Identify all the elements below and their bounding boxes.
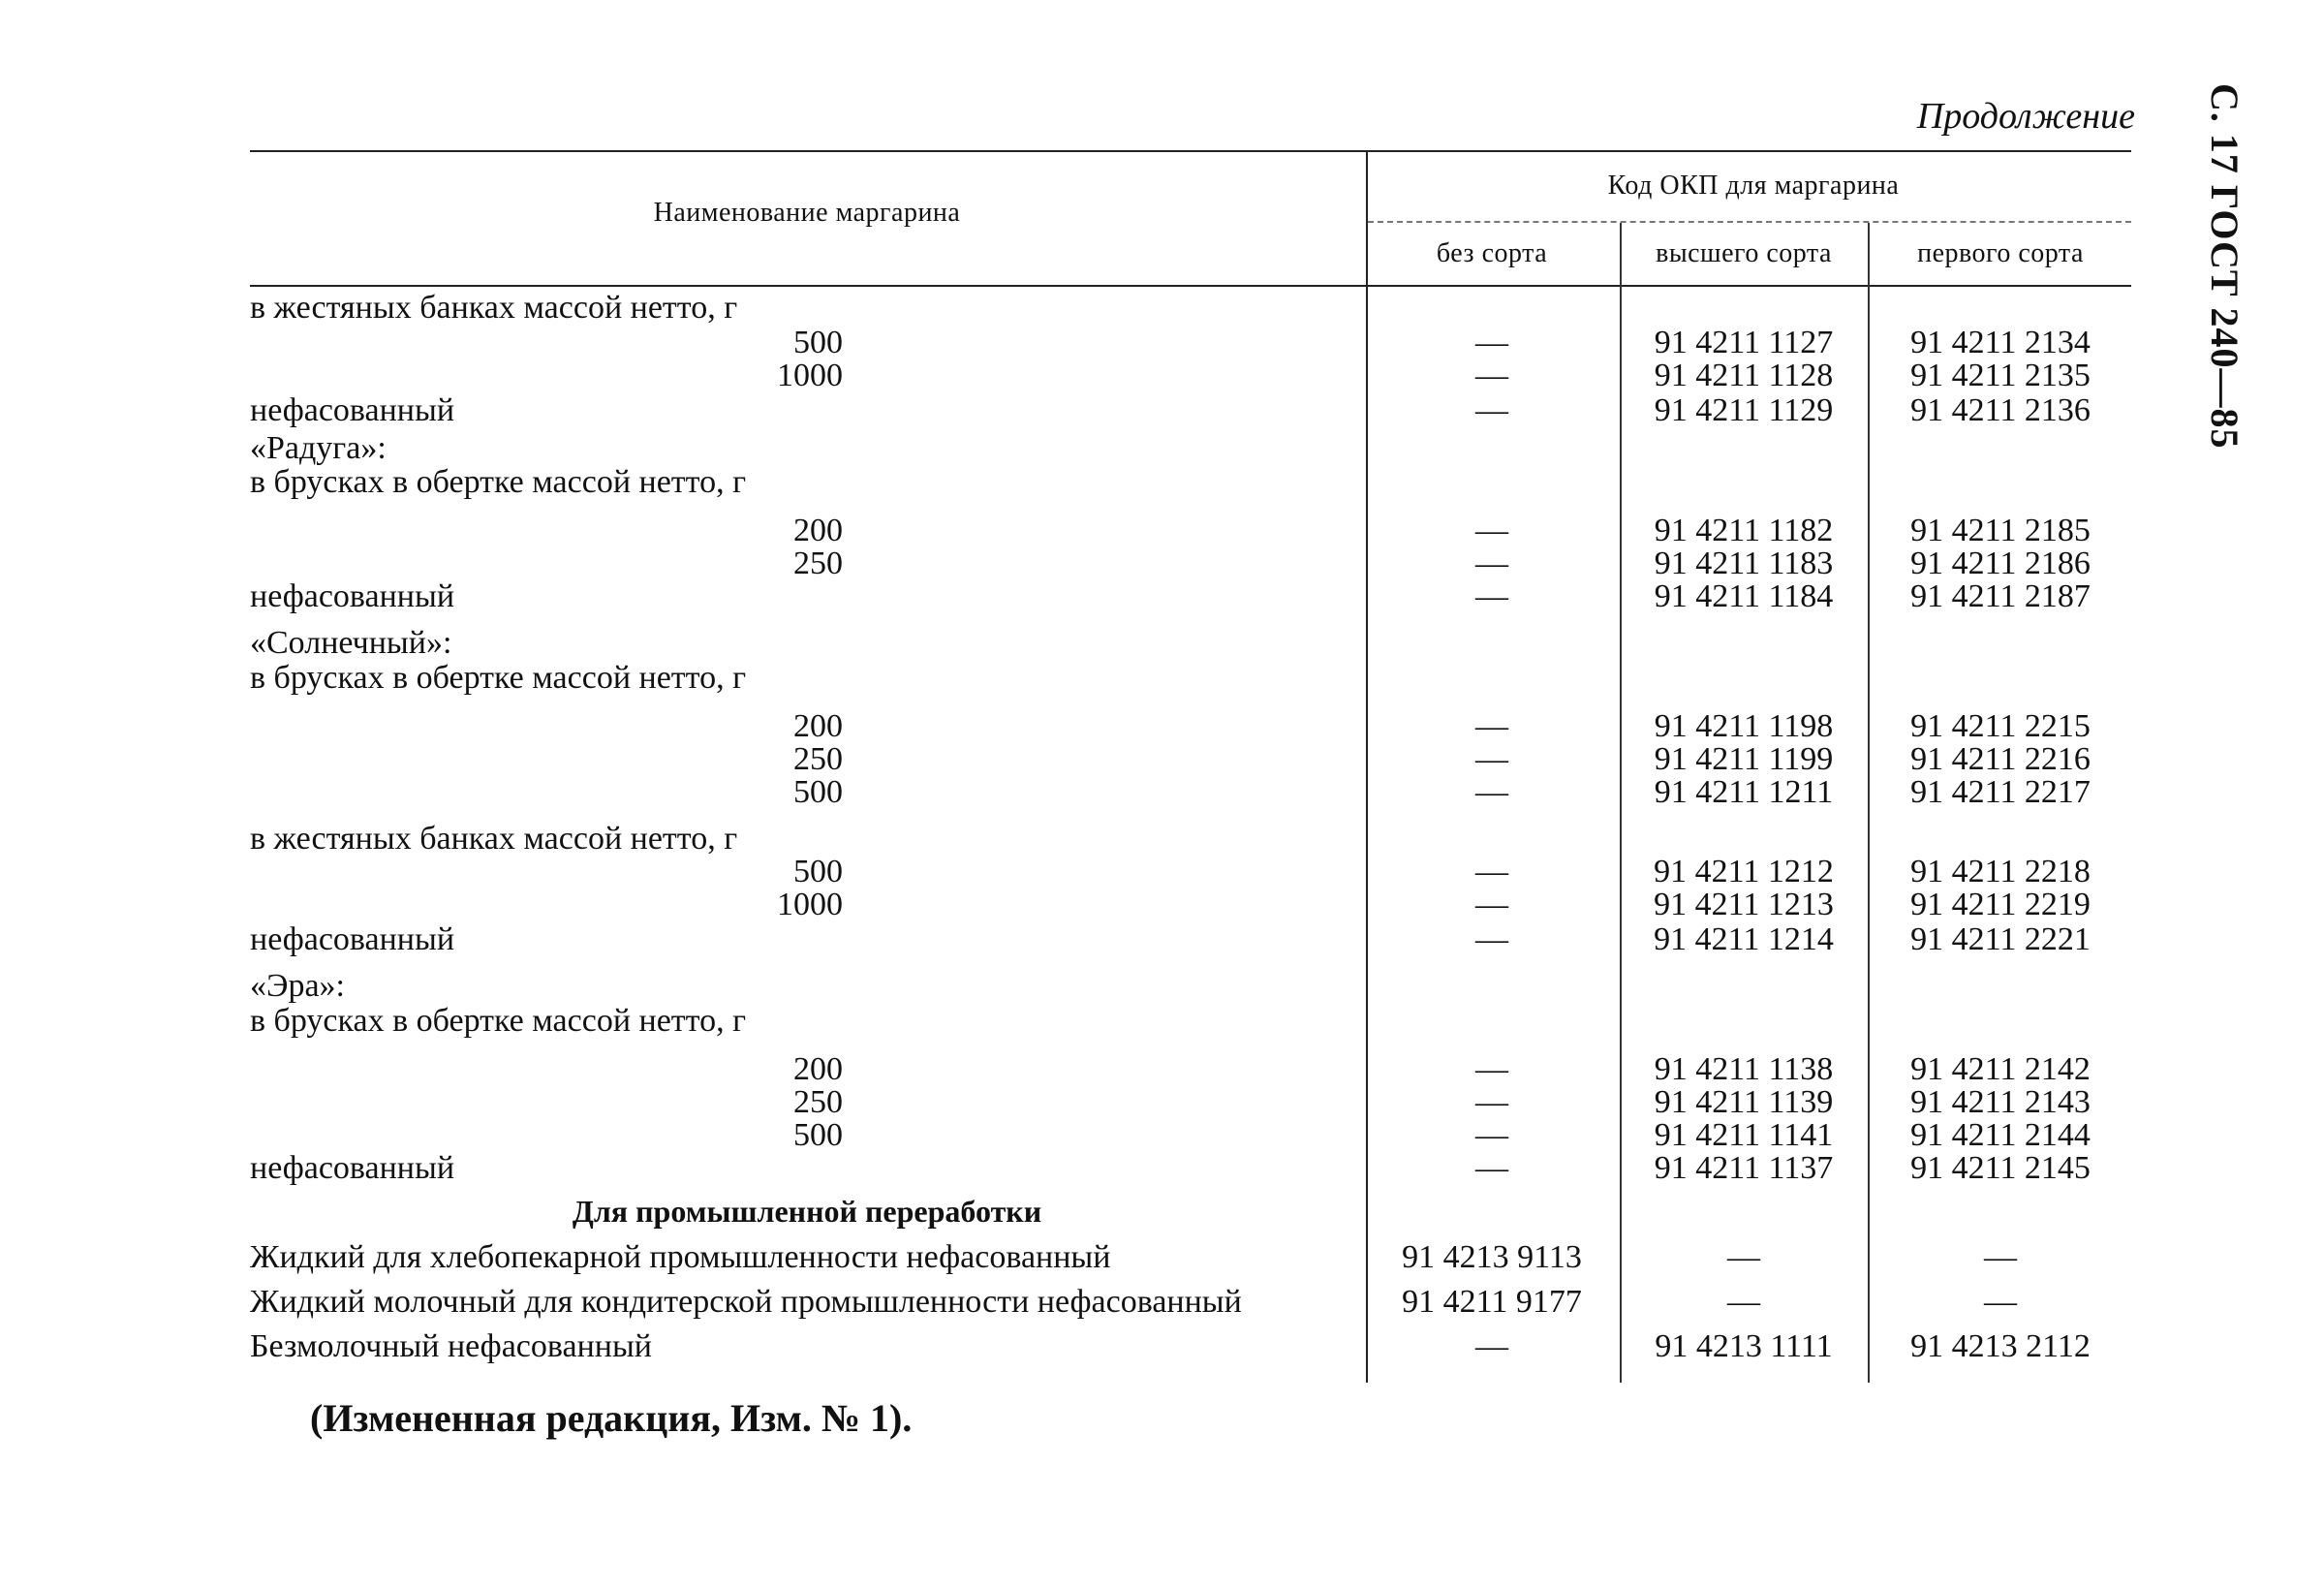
code-nosort-cell: — bbox=[1475, 546, 1508, 581]
table-row bbox=[0, 431, 2324, 466]
product-name-cell: нефасованный bbox=[250, 921, 455, 957]
table-row bbox=[0, 291, 2324, 326]
code-first-cell: — bbox=[1984, 1284, 2017, 1320]
code-nosort-cell: — bbox=[1475, 774, 1508, 810]
column-header-name: Наименование маргарина bbox=[653, 198, 961, 228]
product-name-cell: в брусках в обертке массой нетто, г bbox=[250, 1003, 747, 1039]
code-high-cell: — bbox=[1727, 1284, 1760, 1320]
section-heading: Для промышленной переработки bbox=[572, 1194, 1042, 1229]
code-first-cell: 91 4211 2217 bbox=[1910, 774, 2091, 810]
table-row bbox=[0, 1004, 2324, 1039]
code-first-cell: 91 4211 2143 bbox=[1910, 1084, 2091, 1120]
product-name-cell: нефасованный bbox=[250, 392, 455, 428]
product-name-cell: в жестяных банках массой нетто, г bbox=[250, 821, 738, 857]
product-name-cell: «Радуга»: bbox=[250, 430, 387, 466]
product-name-cell: 500 bbox=[793, 774, 843, 810]
code-first-cell: 91 4211 2215 bbox=[1910, 708, 2091, 744]
product-name-cell: 200 bbox=[793, 1051, 843, 1087]
column-header-nosort: без сорта bbox=[1436, 238, 1548, 268]
code-high-cell: 91 4211 1137 bbox=[1654, 1150, 1834, 1186]
code-first-cell: 91 4211 2136 bbox=[1910, 392, 2091, 428]
table-row bbox=[0, 661, 2324, 696]
product-name-cell: Безмолочный нефасованный bbox=[250, 1328, 653, 1364]
code-nosort-cell: 91 4211 9177 bbox=[1402, 1284, 1582, 1320]
table-row bbox=[0, 1118, 2324, 1153]
table-row bbox=[0, 1151, 2324, 1186]
code-first-cell: 91 4213 2112 bbox=[1910, 1328, 2091, 1364]
product-name-cell: 200 bbox=[793, 708, 843, 744]
code-nosort-cell: — bbox=[1475, 1051, 1508, 1087]
product-name-cell: 250 bbox=[793, 741, 843, 777]
side-label-text: С. 17 ГОСТ 240—85 bbox=[2203, 83, 2247, 450]
code-high-cell: 91 4211 1183 bbox=[1654, 546, 1834, 581]
table-row bbox=[0, 922, 2324, 957]
table-row bbox=[0, 626, 2324, 661]
table-row bbox=[0, 855, 2324, 889]
amendment-note: (Измененная редакция, Изм. № 1). bbox=[310, 1396, 913, 1440]
code-high-cell: 91 4211 1213 bbox=[1654, 887, 1834, 922]
product-name-cell: нефасованный bbox=[250, 578, 455, 614]
code-nosort-cell: 91 4213 9113 bbox=[1402, 1239, 1582, 1275]
code-high-cell: 91 4211 1127 bbox=[1654, 325, 1834, 360]
code-nosort-cell: — bbox=[1475, 358, 1508, 393]
code-nosort-cell: — bbox=[1475, 1084, 1508, 1120]
code-first-cell: 91 4211 2145 bbox=[1910, 1150, 2091, 1186]
table-row bbox=[0, 709, 2324, 744]
table-row bbox=[0, 1329, 2324, 1364]
table-row bbox=[0, 514, 2324, 548]
table-row bbox=[0, 969, 2324, 1004]
code-high-cell: 91 4211 1129 bbox=[1654, 392, 1834, 428]
code-first-cell: 91 4211 2187 bbox=[1910, 578, 2091, 614]
product-name-cell: в брусках в обертке массой нетто, г bbox=[250, 464, 747, 500]
table-row bbox=[0, 1240, 2324, 1275]
code-high-cell: 91 4211 1198 bbox=[1654, 708, 1834, 744]
column-group-header-code: Код ОКП для маргарина bbox=[1607, 171, 1900, 201]
product-name-cell: 1000 bbox=[777, 358, 843, 393]
code-high-cell: 91 4213 1111 bbox=[1655, 1328, 1833, 1364]
code-first-cell: 91 4211 2144 bbox=[1910, 1117, 2091, 1153]
product-name-cell: в брусках в обертке массой нетто, г bbox=[250, 660, 747, 696]
table-row bbox=[0, 546, 2324, 581]
product-name-cell: 1000 bbox=[777, 887, 843, 922]
table-row bbox=[0, 822, 2324, 857]
table-row bbox=[0, 579, 2324, 614]
code-high-cell: 91 4211 1212 bbox=[1654, 854, 1834, 889]
product-name-cell: 500 bbox=[793, 1117, 843, 1153]
code-nosort-cell: — bbox=[1475, 708, 1508, 744]
table-row bbox=[0, 1052, 2324, 1087]
code-nosort-cell: — bbox=[1475, 513, 1508, 548]
code-first-cell: 91 4211 2216 bbox=[1910, 741, 2091, 777]
column-header-first: первого сорта bbox=[1917, 238, 2084, 268]
code-nosort-cell: — bbox=[1475, 741, 1508, 777]
code-high-cell: 91 4211 1128 bbox=[1654, 358, 1834, 393]
code-nosort-cell: — bbox=[1475, 887, 1508, 922]
code-nosort-cell: — bbox=[1475, 854, 1508, 889]
code-nosort-cell: — bbox=[1475, 1328, 1508, 1364]
product-name-cell: Жидкий молочный для кондитерской промышленности нефасованный bbox=[250, 1284, 1242, 1320]
code-first-cell: — bbox=[1984, 1239, 2017, 1275]
table-row bbox=[0, 888, 2324, 922]
code-nosort-cell: — bbox=[1475, 1117, 1508, 1153]
code-nosort-cell: — bbox=[1475, 392, 1508, 428]
code-first-cell: 91 4211 2185 bbox=[1910, 513, 2091, 548]
code-high-cell: 91 4211 1184 bbox=[1654, 578, 1834, 614]
product-name-cell: «Эра»: bbox=[250, 968, 345, 1004]
code-nosort-cell: — bbox=[1475, 1150, 1508, 1186]
table-row bbox=[0, 465, 2324, 500]
table-row bbox=[0, 775, 2324, 810]
code-high-cell: 91 4211 1138 bbox=[1654, 1051, 1834, 1087]
code-first-cell: 91 4211 2218 bbox=[1910, 854, 2091, 889]
table-row bbox=[0, 1194, 2324, 1229]
code-high-cell: 91 4211 1214 bbox=[1654, 921, 1834, 957]
table-top-rule bbox=[250, 150, 2131, 152]
code-high-cell: 91 4211 1211 bbox=[1654, 774, 1834, 810]
product-name-cell: в жестяных банках массой нетто, г bbox=[250, 290, 738, 326]
product-name-cell: 250 bbox=[793, 546, 843, 581]
product-name-cell: 500 bbox=[793, 854, 843, 889]
product-name-cell: Жидкий для хлебопекарной промышленности нефасованный bbox=[250, 1239, 1111, 1275]
product-name-cell: 200 bbox=[793, 513, 843, 548]
table-row bbox=[0, 1085, 2324, 1120]
code-nosort-cell: — bbox=[1475, 578, 1508, 614]
code-high-cell: 91 4211 1139 bbox=[1654, 1084, 1834, 1120]
code-first-cell: 91 4211 2186 bbox=[1910, 546, 2091, 581]
table-row bbox=[0, 1285, 2324, 1320]
product-name-cell: 250 bbox=[793, 1084, 843, 1120]
code-high-cell: 91 4211 1141 bbox=[1654, 1117, 1834, 1153]
code-nosort-cell: — bbox=[1475, 921, 1508, 957]
code-group-divider bbox=[1368, 221, 2131, 223]
table-row bbox=[0, 742, 2324, 777]
code-high-cell: 91 4211 1199 bbox=[1654, 741, 1834, 777]
code-first-cell: 91 4211 2219 bbox=[1910, 887, 2091, 922]
code-first-cell: 91 4211 2221 bbox=[1910, 921, 2091, 957]
product-name-cell: 500 bbox=[793, 325, 843, 360]
product-name-cell: нефасованный bbox=[250, 1150, 455, 1186]
table-row bbox=[0, 326, 2324, 360]
code-nosort-cell: — bbox=[1475, 325, 1508, 360]
header-bottom-rule bbox=[250, 285, 2131, 287]
code-high-cell: 91 4211 1182 bbox=[1654, 513, 1834, 548]
code-high-cell: — bbox=[1727, 1239, 1760, 1275]
code-first-cell: 91 4211 2135 bbox=[1910, 358, 2091, 393]
product-name-cell: «Солнечный»: bbox=[250, 625, 452, 661]
code-first-cell: 91 4211 2134 bbox=[1910, 325, 2091, 360]
code-first-cell: 91 4211 2142 bbox=[1910, 1051, 2091, 1087]
continuation-label: Продолжение bbox=[1916, 96, 2135, 137]
column-header-high: высшего сорта bbox=[1656, 238, 1832, 268]
table-row bbox=[0, 359, 2324, 393]
table-row bbox=[0, 393, 2324, 428]
